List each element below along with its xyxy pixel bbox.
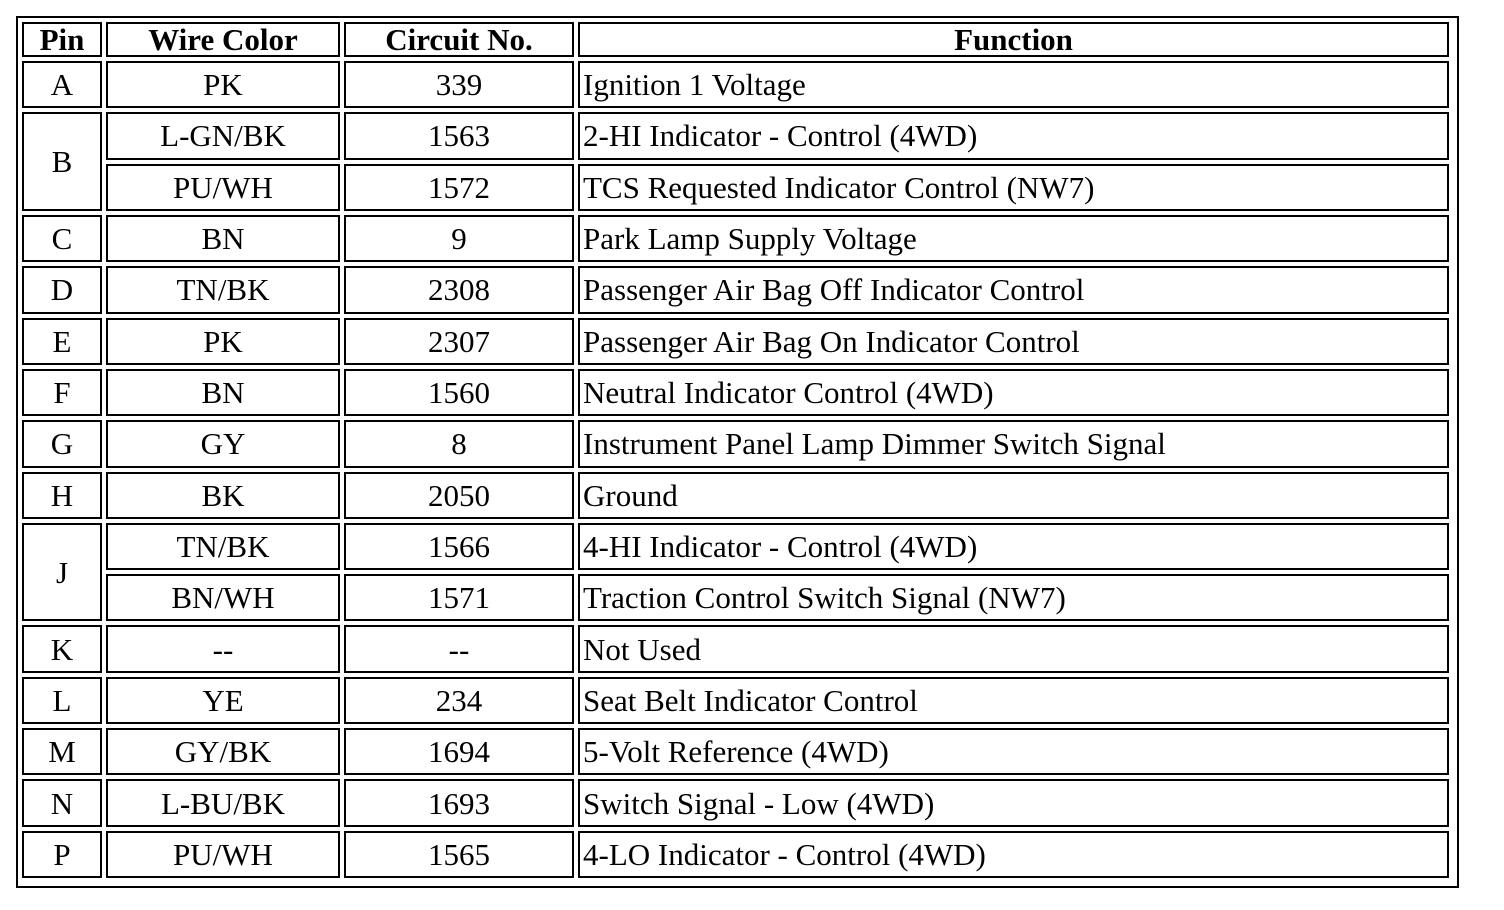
table-row: [22, 112, 1449, 159]
table-row: [22, 831, 1449, 878]
pin-cell: J: [22, 523, 102, 622]
function-cell: Neutral Indicator Control (4WD): [578, 369, 1449, 416]
connector-pinout-table: [18, 18, 1453, 882]
header-row: [22, 22, 1449, 57]
header-function: Function: [578, 22, 1449, 57]
function-cell: Traction Control Switch Signal (NW7): [578, 574, 1449, 621]
pin-cell: A: [22, 61, 102, 108]
wire-color-cell: PK: [106, 61, 340, 108]
pin-cell: P: [22, 831, 102, 878]
circuit-cell: --: [344, 625, 574, 672]
function-cell: 2-HI Indicator - Control (4WD): [578, 112, 1449, 159]
function-cell: Switch Signal - Low (4WD): [578, 779, 1449, 826]
wire-color-cell: PU/WH: [106, 831, 340, 878]
wire-color-cell: L-GN/BK: [106, 112, 340, 159]
wire-color-cell: BN: [106, 215, 340, 262]
wire-color-cell: TN/BK: [106, 266, 340, 313]
pin-cell: L: [22, 677, 102, 724]
header-wire-color: Wire Color: [106, 22, 340, 57]
pin-cell: B: [22, 112, 102, 211]
table-row: [22, 61, 1449, 108]
wire-color-cell: GY: [106, 420, 340, 467]
circuit-cell: 9: [344, 215, 574, 262]
table-row: [22, 625, 1449, 672]
function-cell: Seat Belt Indicator Control: [578, 677, 1449, 724]
function-cell: Passenger Air Bag On Indicator Control: [578, 318, 1449, 365]
wire-color-cell: L-BU/BK: [106, 779, 340, 826]
table-row: [22, 318, 1449, 365]
wire-color-cell: TN/BK: [106, 523, 340, 570]
table-row: [22, 728, 1449, 775]
pin-cell: K: [22, 625, 102, 672]
circuit-cell: 8: [344, 420, 574, 467]
function-cell: Not Used: [578, 625, 1449, 672]
function-cell: Passenger Air Bag Off Indicator Control: [578, 266, 1449, 313]
table-row: [22, 369, 1449, 416]
wire-color-cell: PU/WH: [106, 164, 340, 211]
circuit-cell: 339: [344, 61, 574, 108]
function-cell: Ignition 1 Voltage: [578, 61, 1449, 108]
circuit-cell: 1560: [344, 369, 574, 416]
table-row: [22, 164, 1449, 211]
circuit-cell: 1565: [344, 831, 574, 878]
table-row: [22, 215, 1449, 262]
circuit-cell: 1563: [344, 112, 574, 159]
header-circuit-no: Circuit No.: [344, 22, 574, 57]
function-cell: Ground: [578, 472, 1449, 519]
function-cell: Park Lamp Supply Voltage: [578, 215, 1449, 262]
wire-color-cell: GY/BK: [106, 728, 340, 775]
function-cell: 4-HI Indicator - Control (4WD): [578, 523, 1449, 570]
function-cell: 4-LO Indicator - Control (4WD): [578, 831, 1449, 878]
table-row: [22, 779, 1449, 826]
connector-pinout-table-frame: [16, 16, 1459, 888]
pin-cell: H: [22, 472, 102, 519]
table-row: [22, 523, 1449, 570]
pin-cell: F: [22, 369, 102, 416]
function-cell: TCS Requested Indicator Control (NW7): [578, 164, 1449, 211]
circuit-cell: 1693: [344, 779, 574, 826]
wire-color-cell: PK: [106, 318, 340, 365]
pin-cell: M: [22, 728, 102, 775]
circuit-cell: 1694: [344, 728, 574, 775]
wire-color-cell: BK: [106, 472, 340, 519]
circuit-cell: 234: [344, 677, 574, 724]
header-pin: Pin: [22, 22, 102, 57]
circuit-cell: 2307: [344, 318, 574, 365]
circuit-cell: 2050: [344, 472, 574, 519]
circuit-cell: 1566: [344, 523, 574, 570]
circuit-cell: 2308: [344, 266, 574, 313]
table-row: [22, 574, 1449, 621]
wire-color-cell: BN: [106, 369, 340, 416]
wire-color-cell: YE: [106, 677, 340, 724]
pin-cell: E: [22, 318, 102, 365]
circuit-cell: 1571: [344, 574, 574, 621]
pin-cell: G: [22, 420, 102, 467]
function-cell: Instrument Panel Lamp Dimmer Switch Signal: [578, 420, 1449, 467]
wire-color-cell: BN/WH: [106, 574, 340, 621]
pin-cell: N: [22, 779, 102, 826]
wire-color-cell: --: [106, 625, 340, 672]
table-row: [22, 472, 1449, 519]
table-row: [22, 266, 1449, 313]
table-row: [22, 420, 1449, 467]
pin-cell: C: [22, 215, 102, 262]
function-cell: 5-Volt Reference (4WD): [578, 728, 1449, 775]
table-row: [22, 677, 1449, 724]
circuit-cell: 1572: [344, 164, 574, 211]
pin-cell: D: [22, 266, 102, 313]
